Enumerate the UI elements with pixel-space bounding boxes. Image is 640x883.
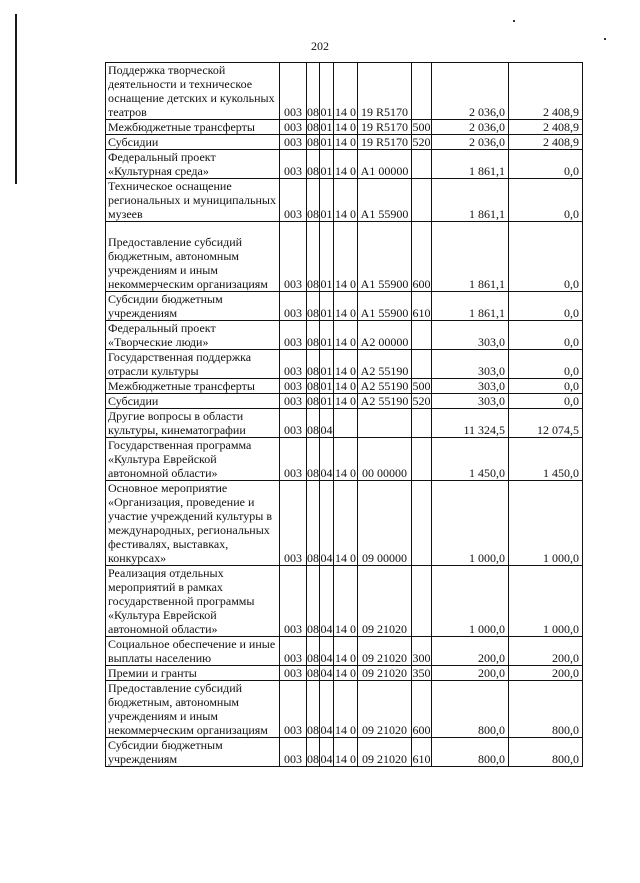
row-expense-type: 500 — [412, 120, 431, 134]
row-amount-year2: 12 074,5 — [509, 409, 583, 438]
row-expense-type — [412, 179, 432, 222]
table-row — [106, 481, 583, 566]
row-name: Федеральный проект «Творческие люди» — [106, 321, 280, 350]
row-program-code: 14 0 — [334, 738, 358, 767]
row-program-code: 14 0 — [334, 566, 358, 637]
row-expense-type: 600 — [412, 222, 432, 292]
table-row — [106, 681, 583, 738]
row-ministry-code: 003 — [280, 135, 307, 150]
row-program-code: 14 0 — [334, 637, 358, 666]
table-row — [106, 738, 583, 767]
row-amount-year1: 1 861,1 — [432, 222, 509, 292]
row-ministry-code: 003 — [280, 409, 307, 438]
table-row — [106, 179, 583, 222]
row-section-code: 08 — [307, 350, 320, 379]
scan-speck — [513, 20, 515, 22]
table-row — [106, 150, 583, 179]
row-program-code: 14 0 — [335, 135, 356, 149]
row-ministry-code: 003 — [280, 394, 307, 409]
row-subsection-code: 01 — [320, 222, 334, 292]
row-subsection-code: 01 — [320, 292, 334, 321]
row-expense-type — [412, 63, 432, 120]
row-section-code: 08 — [307, 120, 319, 134]
table-row — [106, 566, 583, 637]
row-target-code: 19 R5170 — [358, 63, 412, 120]
row-subsection-code: 04 — [320, 637, 334, 666]
row-section-code: 08 — [307, 738, 320, 767]
row-amount-year2: 0,0 — [509, 292, 583, 321]
row-target-code: A2 55190 — [358, 379, 412, 394]
row-amount-year2: 0,0 — [509, 179, 583, 222]
row-amount-year1: 2 036,0 — [432, 135, 509, 150]
row-target-code: A2 55190 — [358, 394, 412, 409]
row-section-code: 08 — [307, 409, 320, 438]
row-target-code: 09 21020 — [358, 681, 412, 738]
row-ministry-code: 003 — [280, 292, 307, 321]
row-name: Техническое оснащение региональных и муниципальных музеев — [106, 179, 280, 222]
row-section-code: 08 — [307, 63, 320, 120]
row-subsection-code: 01 — [320, 150, 334, 179]
row-subsection-code: 01 — [320, 379, 333, 393]
row-section-code: 08 — [307, 681, 320, 738]
row-expense-type — [412, 350, 432, 379]
row-section-code: 08 — [307, 150, 320, 179]
row-section-code: 08 — [307, 481, 320, 566]
row-amount-year1: 1 450,0 — [432, 438, 509, 481]
row-ministry-code: 003 — [280, 566, 307, 637]
row-amount-year1: 1 861,1 — [432, 179, 509, 222]
row-program-code: 14 0 — [334, 63, 358, 120]
row-amount-year1: 200,0 — [432, 666, 509, 681]
row-program-code: 14 0 — [334, 150, 358, 179]
row-amount-year1: 1 000,0 — [432, 481, 509, 566]
table-row — [106, 321, 583, 350]
row-program-code: 14 0 — [335, 379, 356, 393]
row-target-code: A1 00000 — [358, 150, 412, 179]
row-target-code: 09 21020 — [358, 738, 412, 767]
row-target-code: 09 21020 — [358, 637, 412, 666]
row-subsection-code: 04 — [320, 481, 334, 566]
row-amount-year1: 303,0 — [432, 394, 509, 409]
row-subsection-code: 04 — [320, 566, 334, 637]
row-expense-type — [412, 409, 432, 438]
row-expense-type: 520 — [412, 135, 431, 149]
table-row — [106, 120, 583, 135]
row-target-code: 19 R5170 — [358, 120, 412, 135]
row-target-code: A1 55900 — [358, 222, 412, 292]
row-name: Субсидии — [106, 135, 280, 150]
row-program-code: 14 0 — [334, 350, 358, 379]
row-ministry-code: 003 — [280, 738, 307, 767]
table-row — [106, 637, 583, 666]
row-program-code: 14 0 — [334, 481, 358, 566]
row-target-code: 09 21020 — [358, 566, 412, 637]
row-amount-year2: 2 408,9 — [509, 120, 583, 135]
row-expense-type: 610 — [412, 292, 432, 321]
row-amount-year1: 1 861,1 — [432, 292, 509, 321]
row-subsection-code: 04 — [320, 409, 334, 438]
row-ministry-code: 003 — [280, 150, 307, 179]
row-subsection-code: 01 — [320, 63, 334, 120]
table-row — [106, 379, 583, 394]
row-subsection-code: 04 — [320, 666, 333, 680]
row-amount-year2: 0,0 — [509, 222, 583, 292]
row-subsection-code: 04 — [320, 738, 334, 767]
row-ministry-code: 003 — [280, 438, 307, 481]
row-amount-year2: 0,0 — [509, 379, 583, 394]
row-name: Предоставление субсидий бюджетным, автономным учреждениям и иным некоммерческим организациям — [106, 681, 280, 738]
row-target-code: 19 R5170 — [358, 135, 412, 150]
row-subsection-code: 04 — [320, 681, 334, 738]
row-name: Премии и гранты — [106, 666, 280, 681]
row-amount-year2: 800,0 — [509, 681, 583, 738]
row-section-code: 08 — [307, 438, 320, 481]
row-expense-type: 610 — [412, 738, 432, 767]
row-section-code: 08 — [307, 379, 319, 393]
row-target-code: A2 00000 — [358, 321, 412, 350]
row-subsection-code: 01 — [320, 179, 334, 222]
row-expense-type — [412, 481, 432, 566]
row-program-code: 14 0 — [334, 179, 358, 222]
row-ministry-code: 003 — [280, 637, 307, 666]
row-subsection-code: 01 — [320, 120, 333, 134]
row-amount-year1: 303,0 — [432, 350, 509, 379]
row-ministry-code: 003 — [280, 379, 307, 394]
row-expense-type — [412, 438, 432, 481]
row-subsection-code: 01 — [320, 135, 333, 149]
row-amount-year1: 800,0 — [432, 681, 509, 738]
page-number: 202 — [311, 39, 329, 53]
table-row — [106, 350, 583, 379]
row-section-code: 08 — [307, 321, 320, 350]
row-expense-type — [412, 150, 432, 179]
row-target-code: A1 55900 — [358, 292, 412, 321]
row-program-code: 14 0 — [334, 681, 358, 738]
row-name: Федеральный проект «Культурная среда» — [106, 150, 280, 179]
row-amount-year2: 2 408,9 — [509, 63, 583, 120]
table-row — [106, 394, 583, 409]
row-ministry-code: 003 — [280, 681, 307, 738]
row-target-code: 09 21020 — [358, 666, 412, 681]
table-row — [106, 222, 583, 292]
row-section-code: 08 — [307, 292, 320, 321]
table-row — [106, 666, 583, 681]
row-name: Социальное обеспечение и иные выплаты населению — [106, 637, 280, 666]
row-ministry-code: 003 — [280, 120, 307, 135]
row-name: Другие вопросы в области культуры, кинематографии — [106, 409, 280, 438]
row-target-code: A1 55900 — [358, 179, 412, 222]
row-ministry-code: 003 — [280, 179, 307, 222]
row-amount-year2: 800,0 — [509, 738, 583, 767]
row-amount-year1: 303,0 — [432, 379, 509, 394]
row-program-code: 14 0 — [334, 222, 358, 292]
row-subsection-code: 01 — [320, 350, 334, 379]
row-section-code: 08 — [307, 222, 320, 292]
row-amount-year2: 1 000,0 — [509, 481, 583, 566]
row-amount-year1: 1 000,0 — [432, 566, 509, 637]
row-amount-year1: 1 861,1 — [432, 150, 509, 179]
row-expense-type: 520 — [412, 394, 431, 408]
row-name: Субсидии бюджетным учреждениям — [106, 292, 280, 321]
row-amount-year2: 2 408,9 — [509, 135, 583, 150]
row-subsection-code: 01 — [320, 394, 333, 408]
row-amount-year2: 1 450,0 — [509, 438, 583, 481]
row-amount-year1: 11 324,5 — [432, 409, 509, 438]
row-program-code: 14 0 — [335, 666, 356, 680]
table-row — [106, 63, 583, 120]
row-name: Основное мероприятие «Организация, проведение и участие учреждений культуры в международных, региональных фестивалях, выставках, конкурсах» — [106, 481, 280, 566]
row-ministry-code: 003 — [280, 63, 307, 120]
row-target-code: A2 55190 — [358, 350, 412, 379]
row-program-code: 14 0 — [334, 292, 358, 321]
row-name: Предоставление субсидий бюджетным, автономным учреждениям и иным некоммерческим организациям — [106, 222, 280, 292]
row-program-code: 14 0 — [335, 394, 356, 408]
row-ministry-code: 003 — [280, 666, 307, 681]
row-amount-year1: 303,0 — [432, 321, 509, 350]
row-program-code — [334, 409, 358, 438]
row-amount-year1: 2 036,0 — [432, 63, 509, 120]
row-target-code — [358, 409, 412, 438]
row-amount-year2: 0,0 — [509, 321, 583, 350]
budget-table — [105, 62, 583, 767]
row-name: Субсидии бюджетным учреждениям — [106, 738, 280, 767]
row-amount-year1: 200,0 — [432, 637, 509, 666]
row-expense-type — [412, 566, 432, 637]
row-ministry-code: 003 — [280, 481, 307, 566]
row-program-code: 14 0 — [334, 321, 358, 350]
row-name: Субсидии — [106, 394, 280, 409]
row-amount-year1: 2 036,0 — [432, 120, 509, 135]
row-amount-year2: 200,0 — [509, 666, 583, 681]
row-amount-year2: 0,0 — [509, 350, 583, 379]
table-row — [106, 409, 583, 438]
table-row — [106, 438, 583, 481]
row-section-code: 08 — [307, 637, 320, 666]
row-section-code: 08 — [307, 566, 320, 637]
row-amount-year1: 800,0 — [432, 738, 509, 767]
row-name: Межбюджетные трансферты — [106, 120, 280, 135]
row-name: Межбюджетные трансферты — [106, 379, 280, 394]
row-ministry-code: 003 — [280, 321, 307, 350]
row-expense-type: 350 — [412, 666, 431, 680]
row-section-code: 08 — [307, 179, 320, 222]
row-subsection-code: 01 — [320, 321, 334, 350]
row-ministry-code: 003 — [280, 350, 307, 379]
row-expense-type — [412, 321, 432, 350]
row-target-code: 00 00000 — [358, 438, 412, 481]
row-expense-type: 500 — [412, 379, 431, 393]
row-name: Государственная программа «Культура Еврейской автономной области» — [106, 438, 280, 481]
row-name: Государственная поддержка отрасли культуры — [106, 350, 280, 379]
row-expense-type: 300 — [412, 637, 432, 666]
row-program-code: 14 0 — [335, 120, 356, 134]
row-amount-year2: 1 000,0 — [509, 566, 583, 637]
row-section-code: 08 — [307, 666, 319, 680]
row-program-code: 14 0 — [334, 438, 358, 481]
row-ministry-code: 003 — [280, 222, 307, 292]
table-row — [106, 135, 583, 150]
row-name: Реализация отдельных мероприятий в рамках государственной программы «Культура Еврейской автономной области» — [106, 566, 280, 637]
row-section-code: 08 — [307, 135, 319, 149]
row-subsection-code: 04 — [320, 438, 334, 481]
row-section-code: 08 — [307, 394, 319, 408]
row-amount-year2: 0,0 — [509, 394, 583, 409]
row-amount-year2: 200,0 — [509, 637, 583, 666]
row-expense-type: 600 — [412, 681, 432, 738]
row-name: Поддержка творческой деятельности и техническое оснащение детских и кукольных театров — [106, 63, 280, 120]
row-target-code: 09 00000 — [358, 481, 412, 566]
row-amount-year2: 0,0 — [509, 150, 583, 179]
table-row — [106, 292, 583, 321]
